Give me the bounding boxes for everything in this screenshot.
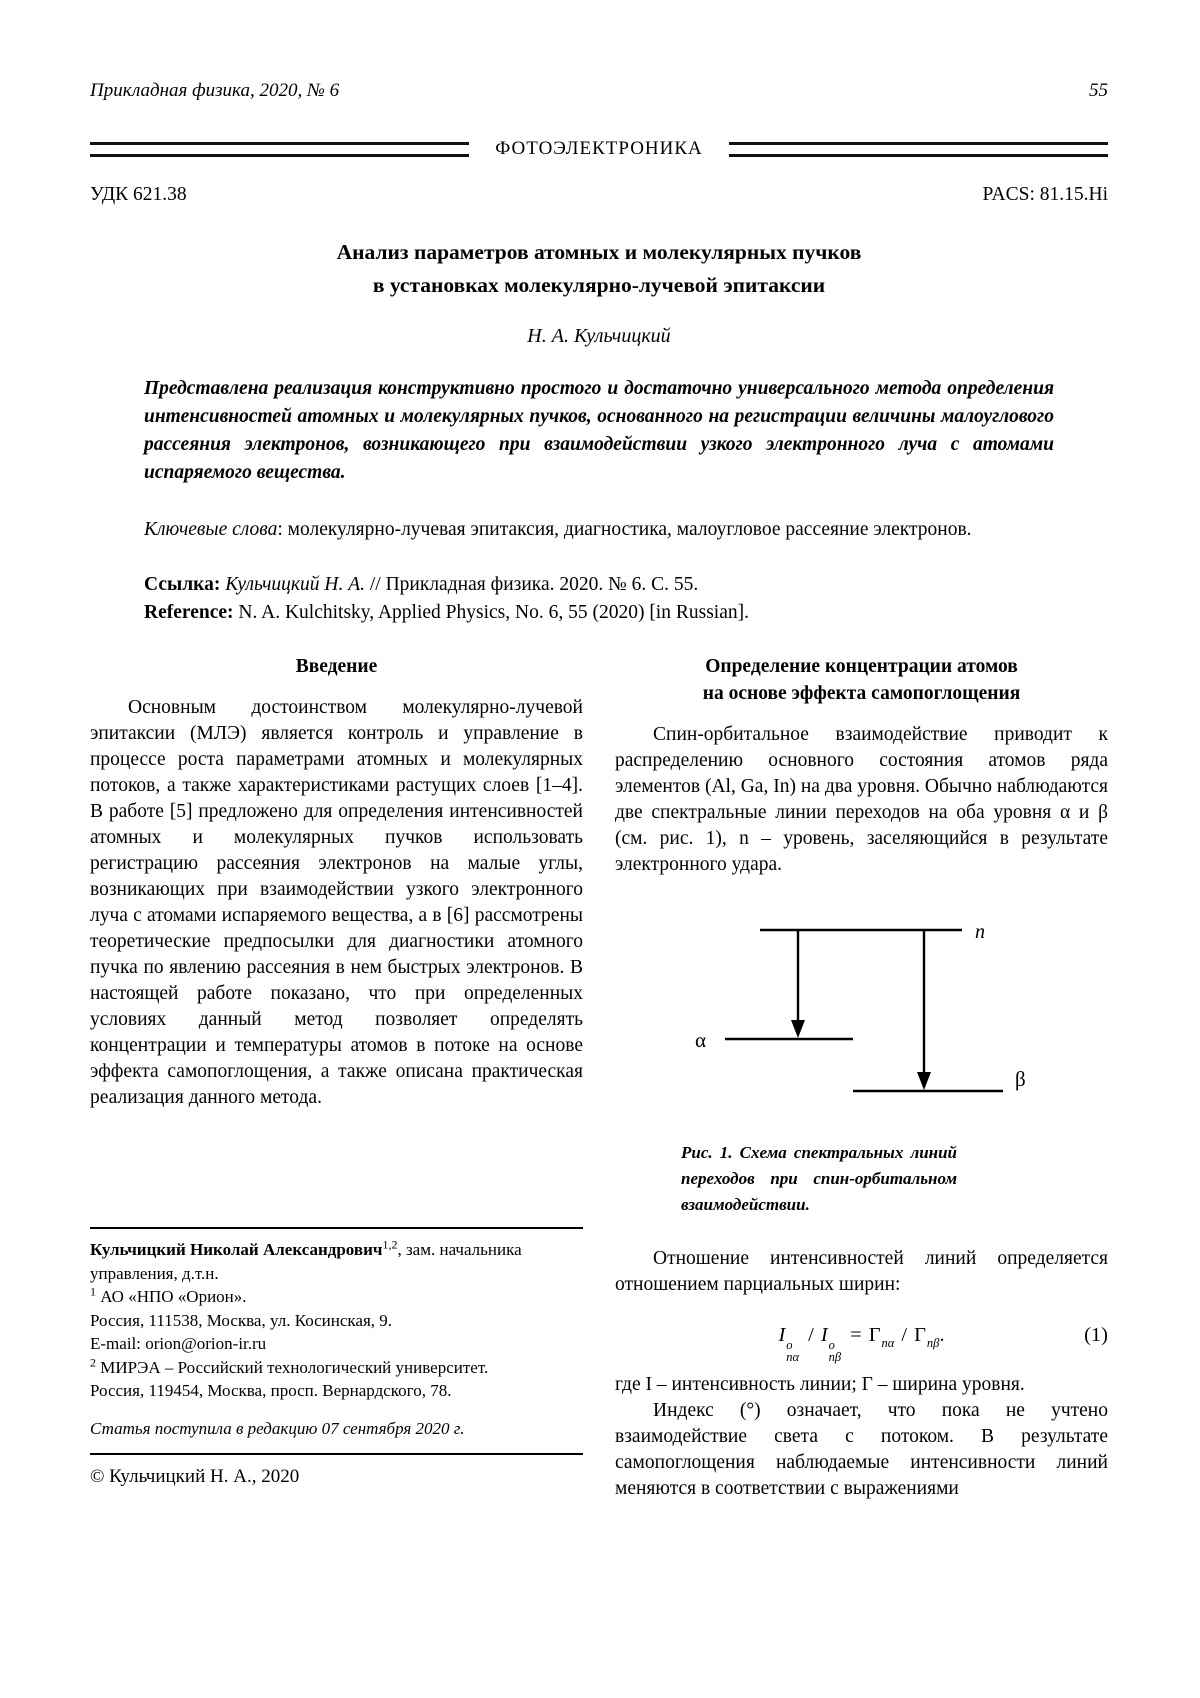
- eq-symbol-gamma1: Γ: [868, 1324, 881, 1346]
- footnote-aff1-address: Россия, 111538, Москва, ул. Косинская, 9.: [90, 1310, 393, 1330]
- abstract-text: Представлена реализация конструктивно простого и достаточно универсального метода определения интенсивностей атомных и молекулярных пучков, основанного на регистрации величины малоуглового рассеяния электронов, возникающего при взаимодействии узкого электронного луча с атомами испаряемого вещества.: [144, 378, 1054, 483]
- banner-rule-left: [90, 142, 469, 157]
- keywords: [144, 516, 1054, 544]
- eq-sub-2: nβ: [828, 1349, 842, 1364]
- section2-heading-line2: на основе эффекта самопоглощения: [702, 683, 1021, 704]
- section-banner-label: ФОТОЭЛЕКТРОНИКА: [495, 138, 703, 159]
- transition-arrow-beta-head: [917, 1072, 931, 1090]
- citation-ru-label: Ссылка:: [144, 574, 226, 595]
- keywords-text: : молекулярно-лучевая эпитаксия, диагностика, малоугловое рассеяние электронов.: [277, 519, 972, 540]
- footnote-author-name: Кульчицкий Николай Александрович: [90, 1240, 383, 1259]
- citation-en: [144, 599, 1054, 627]
- eq-slash-2: /: [901, 1324, 908, 1346]
- spin-orbit-paragraph: Спин-орбитальное взаимодействие приводит к распределению основного состояния атомов ряда элементов (Al, Ga, In) на два уровня. Обычно наблюдаются две спектральные линии переходов на оба уровня α и β (см. рис. 1), n – уровень, заселяющийся в результате электронного удара.: [615, 724, 1108, 875]
- eq-gamma2-sub: nβ: [926, 1336, 940, 1350]
- figure-1-caption: Рис. 1. Схема спектральных линий переходов при спин-орбитальном взаимодействии.: [681, 1143, 957, 1214]
- eq-sup-2: o: [828, 1338, 835, 1352]
- pacs-code: PACS: 81.15.Hi: [982, 184, 1108, 205]
- footnote-aff2-mark: 2: [90, 1354, 96, 1369]
- eq-slash-1: /: [808, 1324, 814, 1346]
- eq-symbol-I2: I: [820, 1324, 828, 1346]
- figure-1: [615, 916, 1108, 1116]
- left-column: [90, 647, 583, 1502]
- intro-heading: Введение: [295, 656, 378, 677]
- eq-gamma1-sub: nα: [881, 1336, 895, 1350]
- footnote-email: E-mail: orion@orion-ir.ru: [90, 1334, 267, 1353]
- eq-equals: =: [850, 1324, 862, 1346]
- intro-paragraph: Основным достоинством молекулярно-лучевой эпитаксии (МЛЭ) является контроль и управление в процессе роста параметрами атомных и молекулярных потоков, а также характеристиками растущих слоев [1–4]. В работе [5] предложено для определения интенсивностей атомных и молекулярных пучков использовать регистрацию рассеяния электронов на малые углы, возникающих при взаимодействии узкого электронного луча с атомами испаряемого вещества, а в [6] рассмотрены теоретические предпосылки для диагностики атомного пучка по явлению рассеяния в нем быстрых электронов. В настоящей работе показано, что при определенных условиях данный метод позволяет определять концентрации и температуры атомов в потоке на основе эффекта самопоглощения, а также описана практическая реализация данного метода.: [90, 697, 583, 1108]
- eq-sup-1: o: [786, 1338, 793, 1352]
- footnote-affiliation-1: [90, 1285, 583, 1309]
- article-title: [90, 236, 1108, 302]
- eq-symbol-gamma2: Γ: [914, 1324, 926, 1346]
- citation-ru-authors: Кульчицкий Н. А.: [225, 574, 370, 595]
- two-column-body: [90, 647, 1108, 1502]
- citation-ru-rest: // Прикладная физика. 2020. № 6. С. 55.: [369, 574, 699, 595]
- citation-ru: [144, 571, 1054, 599]
- footnote-aff2-name: МИРЭА – Российский технологический университет.: [96, 1357, 489, 1377]
- article-author: Н. А. Кульчицкий: [527, 325, 671, 347]
- ratio-paragraph: Отношение интенсивностей линий определяется отношением парциальных ширин:: [615, 1248, 1108, 1295]
- udk-code: УДК 621.38: [90, 184, 187, 205]
- keywords-label: Ключевые слова: [144, 519, 278, 540]
- level-label-n: n: [975, 921, 985, 943]
- eq-supsub-2: [829, 1340, 841, 1363]
- section-banner: [90, 138, 1108, 160]
- footnote-author-line: [90, 1238, 583, 1285]
- banner-rule-right: [729, 142, 1108, 157]
- section2-heading-line1: Определение концентрации атомов: [705, 656, 1018, 677]
- received-date: Статья поступила в редакцию 07 сентября 2020 г.: [90, 1418, 465, 1438]
- citation-block: [144, 571, 1054, 627]
- citation-en-rest: N. A. Kulchitsky, Applied Physics, No. 6, 55 (2020) [in Russian].: [238, 602, 749, 623]
- index-paragraph: Индекс (°) означает, что пока не учтено взаимодействие света с потоком. В результате самопоглощения наблюдаемые интенсивности линий меняются в соответствии с выражениями: [615, 1400, 1108, 1499]
- footnote-affiliation-2: [90, 1356, 583, 1380]
- classification-row: [90, 184, 1108, 206]
- energy-level-diagram: [615, 916, 1108, 1116]
- page-number: 55: [1089, 80, 1108, 101]
- equation-number: (1): [1084, 1324, 1108, 1346]
- footnote-author-position: , зам. начальника управления, д.т.н.: [90, 1240, 522, 1283]
- footnote-aff1-mark: 1: [90, 1284, 96, 1299]
- level-label-alpha: α: [695, 1028, 707, 1052]
- running-header: [90, 80, 1108, 102]
- article-title-line1: Анализ параметров атомных и молекулярных пучков: [336, 240, 862, 264]
- copyright-rule: [90, 1453, 583, 1455]
- copyright-notice: © Кульчицкий Н. А., 2020: [90, 1465, 300, 1487]
- eq-sub-1: nα: [786, 1349, 800, 1364]
- transition-arrow-alpha-head: [791, 1020, 805, 1038]
- citation-en-label: Reference:: [144, 602, 239, 623]
- level-label-beta: β: [1015, 1067, 1026, 1091]
- footnote-author-affmarks: 1,2: [382, 1237, 398, 1252]
- footnote-aff2-address: Россия, 119454, Москва, просп. Вернардского, 78.: [90, 1381, 452, 1400]
- eq-symbol-I1: I: [778, 1324, 786, 1346]
- footnote-aff1-name: АО «НПО «Орион».: [96, 1287, 247, 1306]
- right-column: [615, 647, 1108, 1502]
- section2-heading: [615, 653, 1108, 707]
- author-footnote: [90, 1227, 583, 1403]
- equation-1: [615, 1314, 1108, 1364]
- article-title-line2: в установках молекулярно-лучевой эпитаксии: [372, 273, 826, 297]
- journal-header: Прикладная физика, 2020, № 6: [90, 80, 340, 101]
- where-paragraph: где I – интенсивность линии; Γ – ширина уровня.: [615, 1374, 1025, 1395]
- eq-supsub-1: [786, 1340, 799, 1363]
- eq-period: .: [939, 1324, 945, 1346]
